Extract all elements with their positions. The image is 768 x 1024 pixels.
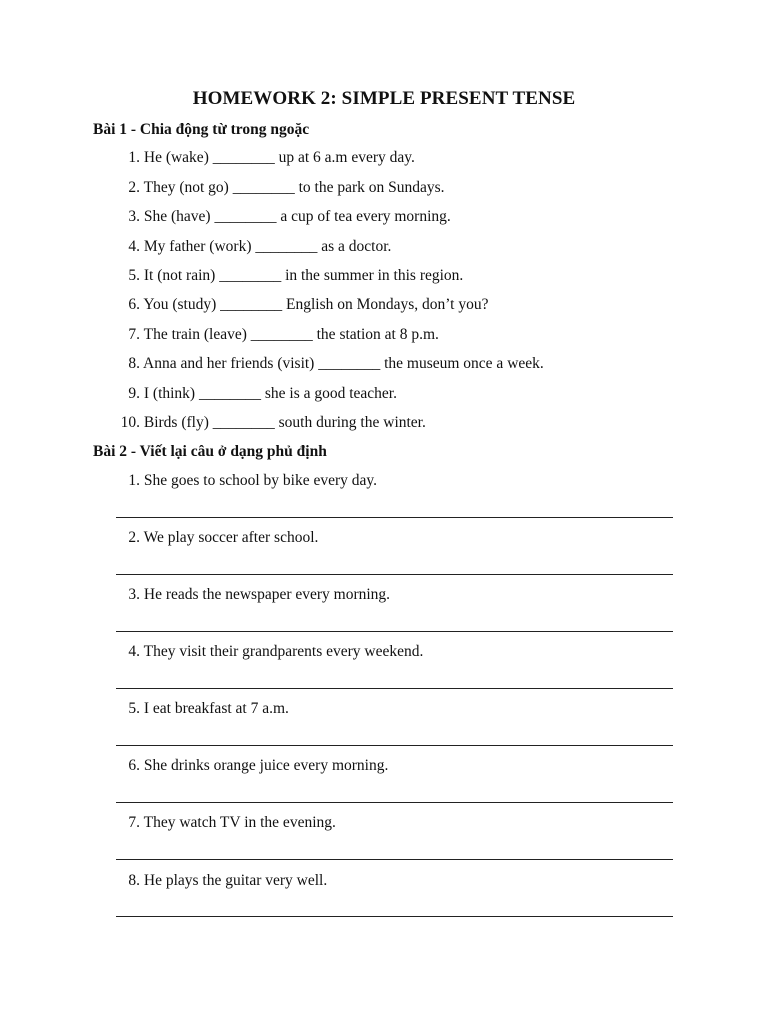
exercise-1-heading: Bài 1 - Chia động từ trong ngoặc <box>93 121 310 138</box>
exercise-2-item <box>112 643 423 661</box>
item-text: He reads the newspaper every morning. <box>143 586 391 603</box>
exercise-2-item <box>112 872 327 890</box>
exercise-2-item <box>112 529 318 547</box>
exercise-1-item <box>112 208 451 226</box>
item-text: We play soccer after school. <box>143 529 319 546</box>
item-text: The train (leave) ________ the station at 8 p.m. <box>143 326 439 343</box>
item-number: 7. <box>128 326 140 343</box>
item-number: 9. <box>128 385 140 402</box>
item-number: 3. <box>128 586 140 603</box>
item-number: 6. <box>128 296 140 313</box>
exercise-1-item <box>112 326 439 344</box>
answer-line[interactable] <box>116 631 673 632</box>
exercise-2-item <box>112 757 388 775</box>
item-number: 7. <box>128 814 140 831</box>
exercise-1-item <box>112 385 397 403</box>
answer-line[interactable] <box>116 859 673 860</box>
item-number: 4. <box>128 238 140 255</box>
item-number: 4. <box>128 643 140 660</box>
exercise-1-item <box>112 296 489 314</box>
item-number: 2. <box>128 529 140 546</box>
exercise-2-heading: Bài 2 - Viết lại câu ở dạng phủ định <box>93 443 327 460</box>
item-number: 8. <box>128 872 140 889</box>
answer-line[interactable] <box>116 802 673 803</box>
exercise-2-item <box>112 586 390 604</box>
item-text: They (not go) ________ to the park on Sundays. <box>143 179 445 196</box>
item-text: It (not rain) ________ in the summer in this region. <box>143 267 464 284</box>
item-text: You (study) ________ English on Mondays, don’t you? <box>143 296 489 313</box>
item-number: 1. <box>128 149 140 166</box>
exercise-1-item <box>112 179 445 197</box>
exercise-1-item <box>112 149 415 167</box>
item-number: 6. <box>128 757 140 774</box>
item-text: He plays the guitar very well. <box>143 872 328 889</box>
item-text: They watch TV in the evening. <box>143 814 336 831</box>
item-number: 8. <box>128 355 140 372</box>
answer-line[interactable] <box>116 688 673 689</box>
exercise-1-item <box>112 238 391 256</box>
page-title: HOMEWORK 2: SIMPLE PRESENT TENSE <box>192 88 576 109</box>
item-text: She goes to school by bike every day. <box>143 472 378 489</box>
item-number: 5. <box>128 267 140 284</box>
exercise-1-item <box>112 414 426 432</box>
item-text: He (wake) ________ up at 6 a.m every day. <box>143 149 415 166</box>
answer-line[interactable] <box>116 745 673 746</box>
item-text: She (have) ________ a cup of tea every morning. <box>143 208 451 225</box>
item-text: They visit their grandparents every weekend. <box>143 643 424 660</box>
exercise-1-item <box>112 267 463 285</box>
item-text: My father (work) ________ as a doctor. <box>143 238 392 255</box>
exercise-2-item <box>112 700 289 718</box>
item-text: Birds (fly) ________ south during the winter. <box>143 414 426 431</box>
answer-line[interactable] <box>116 574 673 575</box>
item-number: 1. <box>128 472 140 489</box>
answer-line[interactable] <box>116 916 673 917</box>
exercise-1-item <box>112 355 544 373</box>
item-text: I eat breakfast at 7 a.m. <box>143 700 289 717</box>
item-text: Anna and her friends (visit) ________ the museum once a week. <box>143 355 544 372</box>
item-text: I (think) ________ she is a good teacher. <box>143 385 397 402</box>
exercise-2-item <box>112 472 377 490</box>
exercise-2-item <box>112 814 336 832</box>
item-number: 2. <box>128 179 140 196</box>
item-number: 5. <box>128 700 140 717</box>
item-number: 10. <box>120 414 140 431</box>
item-number: 3. <box>128 208 140 225</box>
answer-line[interactable] <box>116 517 673 518</box>
item-text: She drinks orange juice every morning. <box>143 757 389 774</box>
